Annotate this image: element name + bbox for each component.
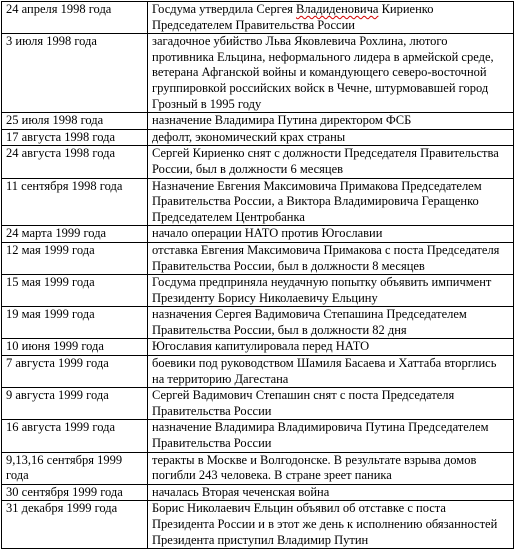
table-row [2,113,514,130]
table-row [2,226,514,243]
table-row [2,452,514,484]
table-row [2,146,514,178]
table-row [2,420,514,452]
spellcheck-flagged-word: Владиденовича [296,2,379,16]
event-cell: назначения Сергея Вадимовича Степашина Председателем Правительства России, был в должности 82 дня [148,307,514,339]
date-cell: 24 августа 1998 года [2,146,148,178]
event-cell: Госдума предприняла неудачную попытку объявить импичмент Президенту Борису Николаевичу Ельцину [148,275,514,307]
date-cell: 10 июня 1999 года [2,339,148,356]
event-text: Госдума утвердила Сергея [152,2,296,16]
date-cell: 24 апреля 1998 года [2,2,148,34]
date-cell: 7 августа 1999 года [2,356,148,388]
event-cell: Борис Николаевич Ельцин объявил об отставке с поста Президента России и в этот же день к исполнению обязанностей Президента приступил Владимир Путин [148,501,514,549]
table-row [2,178,514,226]
date-cell: 9 августа 1999 года [2,388,148,420]
event-cell: дефолт, экономический крах страны [148,129,514,146]
table-row [2,388,514,420]
event-cell: теракты в Москве и Волгодонске. В результате взрыва домов погибли 243 человека. В стране зреет паника [148,452,514,484]
date-cell: 11 сентября 1998 года [2,178,148,226]
date-cell: 24 марта 1999 года [2,226,148,243]
table-row [2,484,514,501]
event-cell: отставка Евгения Максимовича Примакова с поста Председателя Правительства России, был в должности 8 месяцев [148,242,514,274]
chronology-body [2,2,514,549]
date-cell: 17 августа 1998 года [2,129,148,146]
event-cell: началась Вторая чеченская война [148,484,514,501]
date-cell: 15 мая 1999 года [2,275,148,307]
date-cell: 30 сентября 1999 года [2,484,148,501]
date-cell: 12 мая 1999 года [2,242,148,274]
event-cell: начало операции НАТО против Югославии [148,226,514,243]
date-cell: 31 декабря 1999 года [2,501,148,549]
chronology-table [1,1,514,549]
event-cell: назначение Владимира Владимировича Путина Председателем Правительства России [148,420,514,452]
date-cell: 25 июля 1998 года [2,113,148,130]
date-cell: 3 июля 1998 года [2,34,148,113]
table-row [2,2,514,34]
table-row [2,307,514,339]
table-row [2,356,514,388]
table-row [2,242,514,274]
date-cell: 19 мая 1999 года [2,307,148,339]
event-cell [148,2,514,34]
event-cell: Сергей Вадимович Степашин снят с поста Председателя Правительства России [148,388,514,420]
event-cell: Сергей Кириенко снят с должности Председателя Правительства России, был в должности 6 месяцев [148,146,514,178]
date-cell: 16 августа 1999 года [2,420,148,452]
event-cell: загадочное убийство Льва Яковлевича Рохлина, лютого противника Ельцина, неформального лидера в армейской среде, ветерана Афганской войны и командующего северо-восточной группировкой российских войск в Чечне, штурмовавшей город Грозный в 1995 году [148,34,514,113]
event-cell: Югославия капитулировала перед НАТО [148,339,514,356]
event-cell: назначение Владимира Путина директором ФСБ [148,113,514,130]
date-cell: 9,13,16 сентября 1999 года [2,452,148,484]
table-row [2,34,514,113]
event-text: Кириенко Председателем Правительства России [152,2,434,32]
table-row [2,129,514,146]
table-row [2,339,514,356]
event-cell: Назначение Евгения Максимовича Примакова Председателем Правительства России, а Виктора Владимировича Геращенко Председателем Центробанка [148,178,514,226]
table-row [2,275,514,307]
event-cell: боевики под руководством Шамиля Басаева и Хаттаба вторглись на территорию Дагестана [148,356,514,388]
